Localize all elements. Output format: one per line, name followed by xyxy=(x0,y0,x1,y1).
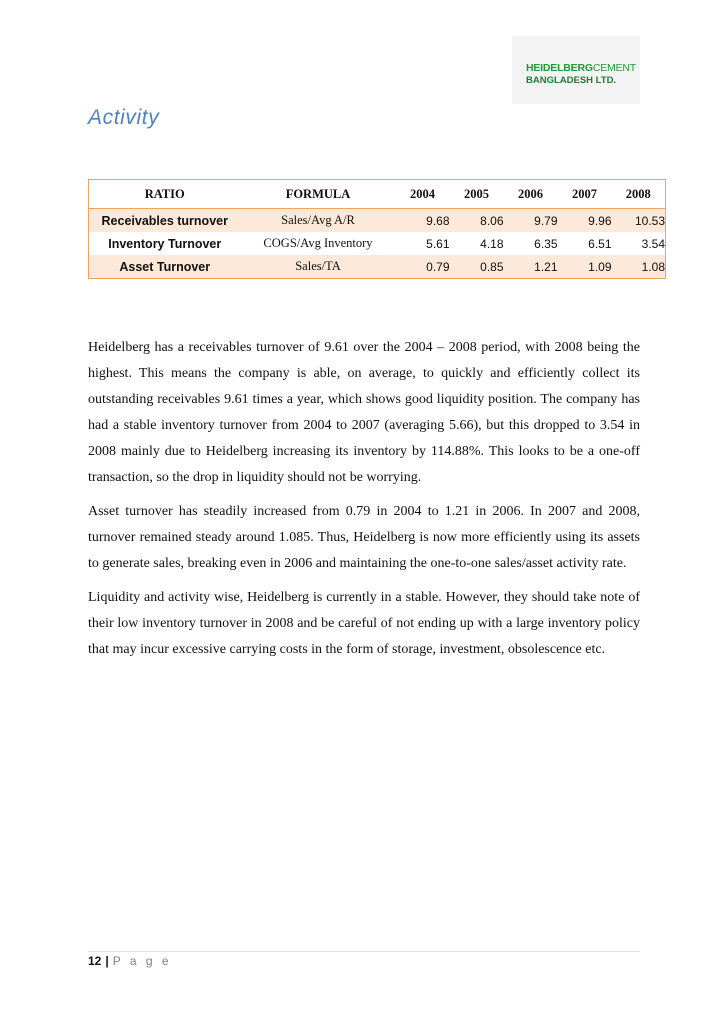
value-2005: 4.18 xyxy=(450,232,504,255)
header-ratio: RATIO xyxy=(89,180,241,209)
value-2007: 1.09 xyxy=(558,255,612,279)
value-2008: 1.08 xyxy=(612,255,666,279)
ratio-name: Receivables turnover xyxy=(89,209,241,233)
header-2005: 2005 xyxy=(450,180,504,209)
value-2006: 9.79 xyxy=(504,209,558,233)
page-word: P a g e xyxy=(112,954,172,968)
header-2007: 2007 xyxy=(558,180,612,209)
ratio-formula: COGS/Avg Inventory xyxy=(241,232,396,255)
table-row xyxy=(89,232,666,255)
activity-ratio-table xyxy=(88,179,666,279)
company-logo xyxy=(512,36,640,104)
ratio-name: Asset Turnover xyxy=(89,255,241,279)
analysis-text xyxy=(88,335,640,671)
value-2004: 0.79 xyxy=(396,255,450,279)
value-2008: 3.54 xyxy=(612,232,666,255)
value-2005: 8.06 xyxy=(450,209,504,233)
value-2005: 0.85 xyxy=(450,255,504,279)
paragraph-conclusion: Liquidity and activity wise, Heidelberg is currently in a stable. However, they should take note of their low inventory turnover in 2008 and be careful of not ending up with a large inventory policy that may incur excessive carrying costs in the form of storage, investment, obsolescence etc. xyxy=(88,590,640,657)
logo-subtitle: BANGLADESH LTD. xyxy=(526,75,617,86)
value-2004: 5.61 xyxy=(396,232,450,255)
page-footer xyxy=(88,954,172,968)
footer-divider xyxy=(88,951,640,952)
logo-brand: HEIDELBERGCEMENT xyxy=(526,62,636,74)
header-2008: 2008 xyxy=(612,180,666,209)
value-2006: 1.21 xyxy=(504,255,558,279)
ratio-formula: Sales/TA xyxy=(241,255,396,279)
paragraph-receivables-inventory: Heidelberg has a receivables turnover of 9.61 over the 2004 – 2008 period, with 2008 being the highest. This means the company is able, on average, to quickly and efficiently collect its outstanding receivables 9.61 times a year, which shows good liquidity position. The company has had a stable inventory turnover from 2004 to 2007 (averaging 5.66), but this dropped to 3.54 in 2008 mainly due to Heidelberg increasing its inventory by 114.88%. This looks to be a one-off transaction, so the drop in liquidity should not be worrying. xyxy=(88,340,640,485)
ratio-formula: Sales/Avg A/R xyxy=(241,209,396,233)
header-2004: 2004 xyxy=(396,180,450,209)
header-2006: 2006 xyxy=(504,180,558,209)
value-2008: 10.53 xyxy=(612,209,666,233)
table-row xyxy=(89,255,666,279)
ratio-name: Inventory Turnover xyxy=(89,232,241,255)
footer-separator: | xyxy=(105,954,109,968)
page-number: 12 xyxy=(88,954,102,968)
header-formula: FORMULA xyxy=(241,180,396,209)
table-header-row xyxy=(89,180,666,209)
section-title: Activity xyxy=(88,106,160,129)
table-row xyxy=(89,209,666,233)
value-2007: 6.51 xyxy=(558,232,612,255)
value-2006: 6.35 xyxy=(504,232,558,255)
paragraph-asset-turnover: Asset turnover has steadily increased from 0.79 in 2004 to 1.21 in 2006. In 2007 and 2008, turnover remained steady around 1.085. Thus, Heidelberg is now more efficiently using its assets to generate sales, breaking even in 2006 and maintaining the one-to-one sales/asset activity rate. xyxy=(88,504,640,571)
value-2007: 9.96 xyxy=(558,209,612,233)
value-2004: 9.68 xyxy=(396,209,450,233)
